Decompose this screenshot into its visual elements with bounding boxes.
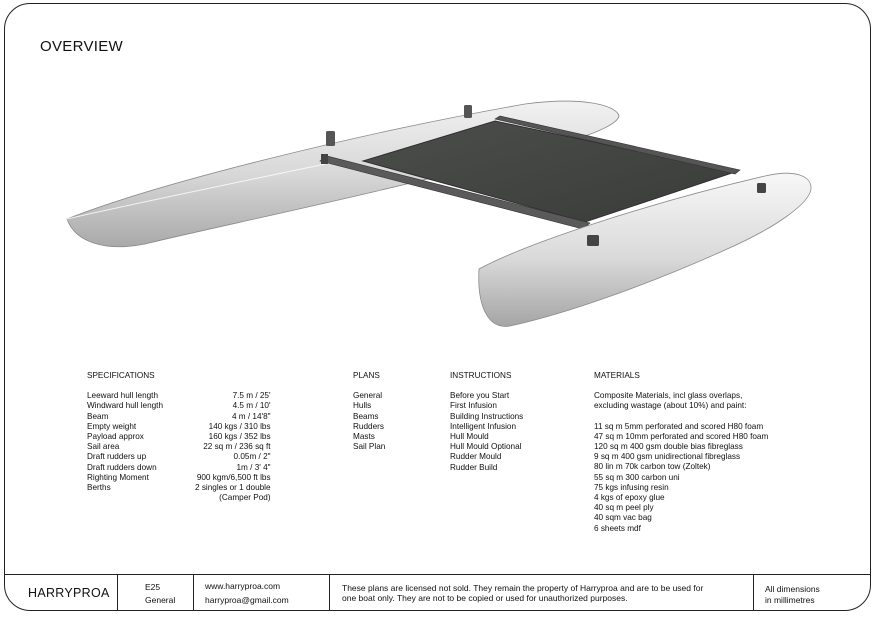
spec-value: 900 kgm/6,500 ft lbs	[196, 472, 271, 482]
plans-item: Masts	[353, 432, 375, 442]
plans-heading: PLANS	[353, 371, 380, 380]
materials-intro: excluding wastage (about 10%) and paint:	[594, 401, 747, 411]
spec-label: Beam	[87, 411, 109, 421]
specifications-heading: SPECIFICATIONS	[87, 371, 155, 380]
model-name: E25	[145, 582, 161, 592]
units-note: All dimensions	[765, 584, 820, 594]
spec-value: (Camper Pod)	[219, 493, 271, 503]
materials-item: 4 kgs of epoxy glue	[594, 493, 665, 503]
materials-item: 120 sq m 400 gsm double bias fibreglass	[594, 442, 743, 452]
spec-value: 140 kgs / 310 lbs	[208, 421, 271, 431]
drawing-sheet	[4, 3, 871, 611]
spec-row	[87, 432, 271, 442]
email-link[interactable]: harryproa@gmail.com	[205, 595, 289, 605]
spec-value: 22 sq m / 236 sq ft	[203, 442, 271, 452]
title-block-brand	[5, 575, 117, 611]
materials-heading: MATERIALS	[594, 371, 640, 380]
instructions-item: Hull Mould Optional	[450, 442, 522, 452]
spec-row	[87, 412, 271, 422]
instructions-item: Intelligent Infusion	[450, 421, 516, 431]
spec-row	[87, 401, 271, 411]
spec-label: Berths	[87, 483, 111, 493]
plans-item: Rudders	[353, 421, 384, 431]
website-link[interactable]: www.harryproa.com	[205, 581, 281, 591]
spec-value: 4.5 m / 10'	[232, 401, 271, 411]
title-block-units	[753, 575, 871, 611]
materials-item: 9 sq m 400 gsm unidirectional fibreglass	[594, 452, 741, 462]
spec-row	[87, 452, 271, 462]
spec-label: Leeward hull length	[87, 391, 159, 401]
spec-label	[87, 493, 195, 503]
instructions-item: First Infusion	[450, 401, 497, 411]
materials-item: 40 sq m peel ply	[594, 503, 654, 513]
title-block	[5, 574, 871, 611]
units-note: in millimetres	[765, 595, 815, 605]
materials-item: 11 sq m 5mm perforated and scored H80 foam	[594, 421, 764, 431]
spec-row	[87, 442, 271, 452]
title-block-license	[329, 575, 753, 611]
title-block-contact	[193, 575, 329, 611]
spacer	[594, 412, 768, 422]
spec-value: 0.05m / 2"	[233, 452, 271, 462]
spec-label: Draft rudders down	[87, 462, 157, 472]
brand-name: HARRYPROA	[28, 586, 110, 600]
instructions-item: Hull Mould	[450, 432, 489, 442]
plans-item: Sail Plan	[353, 442, 386, 452]
spec-row	[87, 463, 271, 473]
instructions-item: Rudder Mould	[450, 452, 502, 462]
plans-item: Beams	[353, 411, 379, 421]
materials-item: 80 lin m 70k carbon tow (Zoltek)	[594, 462, 711, 472]
spec-label: Sail area	[87, 442, 120, 452]
spec-row	[87, 422, 271, 432]
page-title: OVERVIEW	[40, 38, 123, 55]
spec-value: 7.5 m / 25'	[232, 391, 271, 401]
spec-value: 2 singles or 1 double	[195, 483, 271, 493]
materials-item: 47 sq m 10mm perforated and scored H80 foam	[594, 431, 769, 441]
license-line: These plans are licensed not sold. They remain the property of Harryproa and are to be used for	[342, 583, 704, 593]
materials-item: 75 kgs infusing resin	[594, 482, 669, 492]
plans-item: General	[353, 391, 383, 401]
materials-item: 40 sqm vac bag	[594, 513, 652, 523]
spec-row	[87, 473, 271, 483]
materials-item: 55 sq m 300 carbon uni	[594, 472, 680, 482]
instructions-section	[450, 371, 523, 473]
spec-label: Empty weight	[87, 421, 137, 431]
title-block-sheet	[117, 575, 193, 611]
specifications-section	[87, 371, 271, 503]
materials-item: 6 sheets mdf	[594, 523, 641, 533]
spec-label: Righting Moment	[87, 472, 149, 482]
plans-item: Hulls	[353, 401, 372, 411]
instructions-heading: INSTRUCTIONS	[450, 371, 512, 380]
spec-row	[87, 483, 271, 493]
spec-value: 1m / 3' 4"	[236, 462, 271, 472]
plans-section	[353, 371, 385, 452]
spec-value: 160 kgs / 352 lbs	[208, 432, 271, 442]
spec-label: Windward hull length	[87, 401, 164, 411]
spec-row	[87, 391, 271, 401]
license-line: one boat only. They are not to be copied or used for unauthorized purposes.	[342, 593, 628, 603]
instructions-item: Building Instructions	[450, 411, 524, 421]
spec-row	[87, 493, 271, 503]
spec-label: Payload approx	[87, 432, 144, 442]
materials-section	[594, 371, 768, 534]
spec-label: Draft rudders up	[87, 452, 147, 462]
specifications-table	[87, 391, 271, 503]
spec-value: 4 m / 14'8"	[231, 411, 271, 421]
instructions-item: Rudder Build	[450, 462, 498, 472]
instructions-item: Before you Start	[450, 391, 510, 401]
materials-intro: Composite Materials, incl glass overlaps,	[594, 391, 743, 401]
sheet-name: General	[145, 595, 176, 605]
